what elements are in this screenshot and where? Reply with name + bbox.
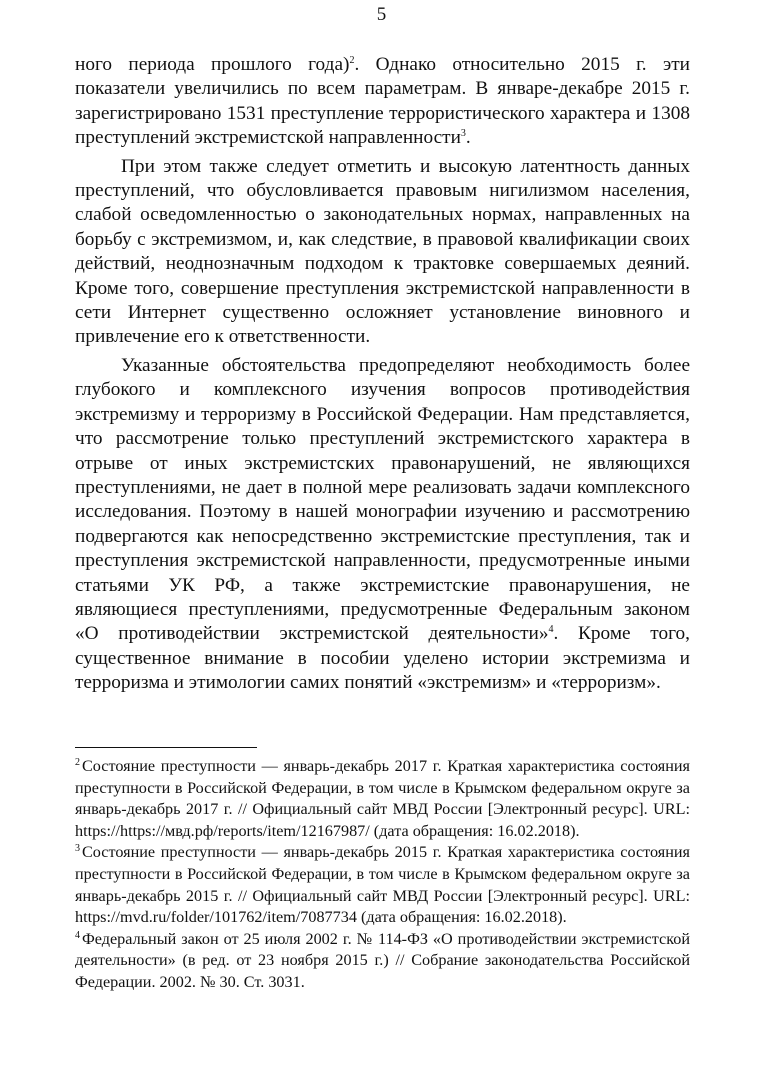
- body-text: [75, 53, 690, 696]
- footnote-4: [75, 929, 690, 994]
- footnote-ref-2[interactable]: 2: [349, 55, 355, 66]
- paragraph-1: [75, 53, 690, 151]
- paragraph-2: [75, 155, 690, 350]
- paragraph-3: [75, 354, 690, 696]
- footnote-text: Состояние преступности — январь-декабрь 2015 г. Краткая характеристика состояния преступности в Российской Федерации, в том числе в Крымском федеральном округе за январь-декабрь 2015 г. // Официальный сайт МВД России [Электронный ресурс]. URL: https://mvd.ru/folder/101762/item/7087734 (дата обращения: 16.02.2018).: [75, 843, 690, 927]
- footnote-mark: 4: [75, 929, 80, 941]
- footnote-ref-3[interactable]: 3: [460, 128, 466, 140]
- text-segment: . Кроме того, существенное внимание в пособии уделено истории экстремизма и терроризма и этимологии самих понятий «экстремизм» и «терроризм».: [75, 623, 690, 694]
- text-segment: При этом также следует отметить и высокую латентность данных преступлений, что обусловливается правовым нигилизмом населения, слабой осведомленностью о законодательных нормах, направленных на борьбу с экстремизмом, и, как следствие, в правовой квалификации своих действий, неоднозначным подходом к трактовке совершаемых деяний. Кроме того, совершение преступления экстремистской направленности в сети Интернет существенно осложняет установление виновного и привлечение его к ответственности.: [75, 155, 690, 348]
- text-segment: Указанные обстоятельства предопределяют необходимость более глубокого и комплексного изучения вопросов противодействия экстремизму и терроризму в Российской Федерации. Нам представляется, что рассмотрение только преступлений экстремистского характера в отрыве от иных экстремистских правонарушений, не являющихся преступлениями, не дает в полной мере реализовать задачи комплексного исследования. Поэтому в нашей монографии изучению и рассмотрению подвергаются как непосредственно экстремистские преступления, так и преступления экстремистской направленности, предусмотренные иными статьями УК РФ, а также экстремистские правонарушения, не являющиеся преступлениями, предусмотренные Федеральным законом «О противодействии экстремистской деятельности»: [75, 354, 690, 645]
- footnote-3: [75, 842, 690, 928]
- footnote-text: Федеральный закон от 25 июля 2002 г. № 114-ФЗ «О противодействии экстремистской деятельности» (в ред. от 23 ноября 2015 г.) // Собрание законодательства Российской Федерации. 2002. № 30. Ст. 3031.: [75, 929, 690, 991]
- footnotes: [75, 756, 690, 994]
- text-segment: ного периода прошлого года): [75, 54, 350, 75]
- text-segment: . Однако относительно 2015 г. эти показатели увеличились по всем параметрам. В январе-декабре 2015 г. зарегистрировано 1531 преступление террористического характера и 1308 преступлений экстремистской направленности: [75, 54, 690, 149]
- page-number: 5: [376, 4, 387, 25]
- footnote-ref-4[interactable]: 4: [548, 624, 554, 636]
- footnote-mark: 3: [75, 843, 80, 855]
- footnote-mark: 2: [75, 757, 80, 768]
- text-segment: .: [465, 127, 471, 149]
- footnote-2: [75, 756, 690, 842]
- footnote-text: Состояние преступности — январь-декабрь 2017 г. Краткая характеристика состояния преступности в Российской Федерации, в том числе в Крымском федеральном округе за январь-декабрь 2017 г. // Официальный сайт МВД России [Электронный ресурс]. URL: https://https://мвд.рф/reports/item/12167987/ (дата обращения: 16.02.2018).: [75, 757, 690, 840]
- footnote-divider: [75, 747, 257, 748]
